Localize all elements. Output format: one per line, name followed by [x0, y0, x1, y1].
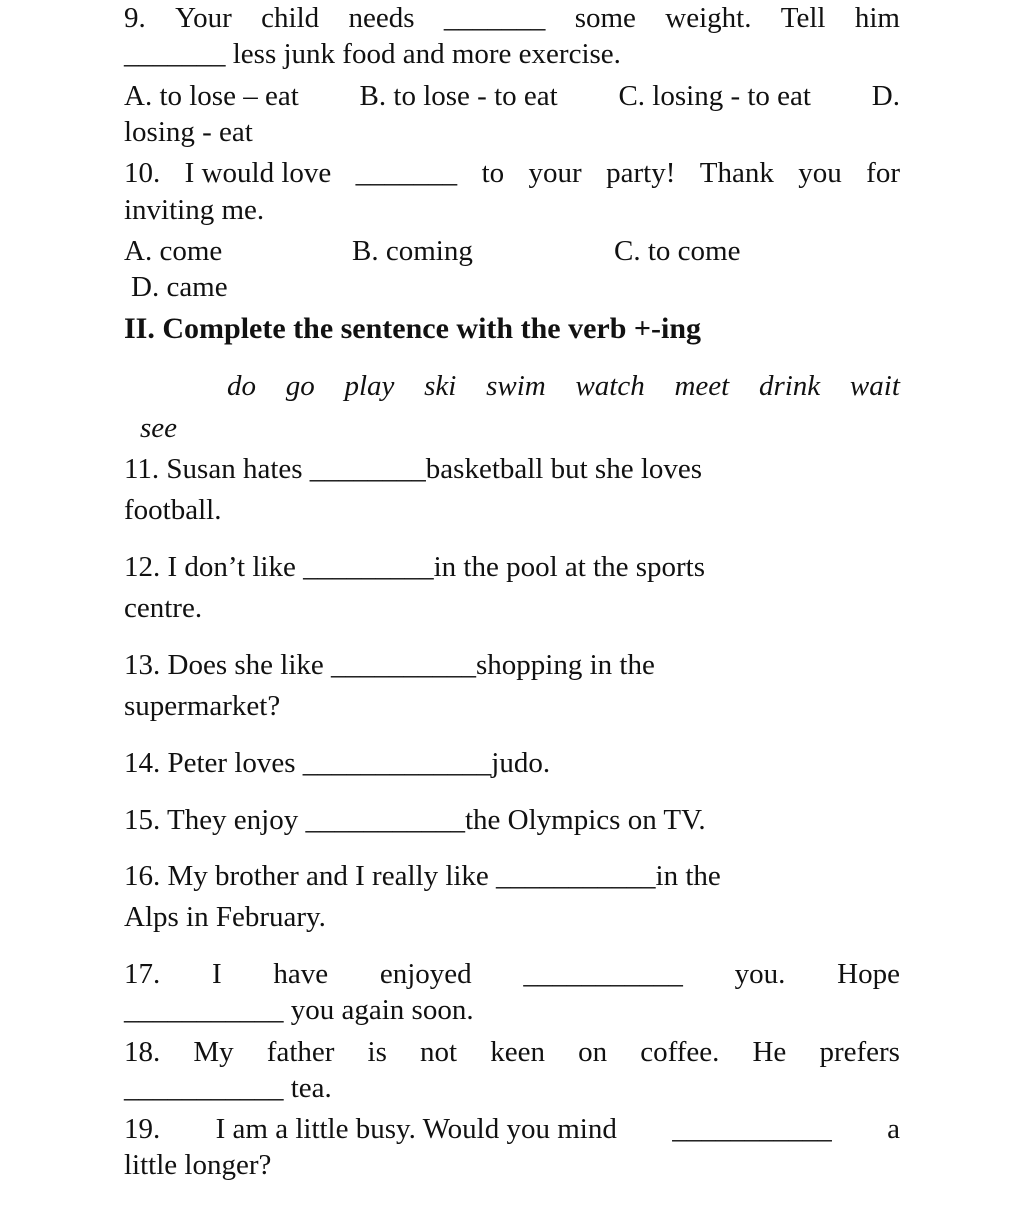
question-16-line-1: 16. My brother and I really like ___________in the	[124, 860, 721, 892]
word: enjoyed	[379, 958, 472, 990]
option-d: D. came	[131, 271, 228, 303]
word-bank-item: wait	[849, 370, 900, 402]
word: is	[367, 1036, 387, 1068]
question-13-line-1: 13. Does she like __________shopping in the	[124, 649, 655, 681]
section-heading: II. Complete the sentence with the verb +-ing	[124, 312, 702, 345]
answer-blank: _______	[443, 2, 546, 34]
question-10-line-2: inviting me.	[124, 194, 265, 226]
question-9-line-2: _______ less junk food and more exercise.	[124, 38, 621, 70]
word: keen	[490, 1036, 545, 1068]
word: him	[854, 2, 900, 34]
word-bank-item: ski	[424, 370, 457, 402]
word: needs	[348, 2, 415, 34]
question-number: 9.	[124, 2, 146, 34]
word: child	[261, 2, 320, 34]
word: I would love	[184, 157, 332, 189]
option-d-label: D.	[871, 80, 900, 112]
question-number: 17.	[124, 958, 161, 990]
word: on	[578, 1036, 608, 1068]
question-9-options	[124, 78, 900, 114]
option-c: C. losing - to eat	[618, 80, 811, 112]
option-d-text: losing - eat	[124, 116, 253, 148]
word: Your	[175, 2, 232, 34]
word: a	[887, 1113, 900, 1145]
word: for	[866, 157, 900, 189]
word: I	[211, 958, 222, 990]
word: some	[574, 2, 636, 34]
question-16-line-2: Alps in February.	[124, 901, 326, 933]
word-bank-item: watch	[575, 370, 645, 402]
question-19-line-1	[124, 1111, 900, 1147]
answer-blank: ___________	[523, 958, 683, 990]
word: to	[481, 157, 505, 189]
word-bank-item: play	[344, 370, 395, 402]
word: Thank	[699, 157, 774, 189]
question-9-line-1	[124, 0, 900, 36]
word: prefers	[819, 1036, 900, 1068]
word: coffee.	[640, 1036, 720, 1068]
option-c: C. to come	[614, 235, 741, 267]
word: father	[266, 1036, 335, 1068]
word: you.	[734, 958, 786, 990]
word: party!	[606, 157, 676, 189]
word-bank-item: meet	[674, 370, 730, 402]
question-12-line-1: 12. I don’t like _________in the pool at the sports	[124, 551, 706, 583]
word: He	[752, 1036, 787, 1068]
question-number: 19.	[124, 1113, 161, 1145]
word: I am a little busy. Would you mind	[215, 1113, 617, 1145]
question-10-line-1	[124, 155, 900, 191]
question-15: 15. They enjoy ___________the Olympics on TV.	[124, 804, 706, 836]
question-12-line-2: centre.	[124, 592, 203, 624]
question-number: 10.	[124, 157, 161, 189]
word: your	[528, 157, 582, 189]
option-a: A. to lose – eat	[124, 80, 299, 112]
option-b: B. coming	[352, 235, 473, 267]
word: My	[193, 1036, 234, 1068]
word-bank-item: go	[285, 370, 315, 402]
question-13-line-2: supermarket?	[124, 690, 281, 722]
word: Tell	[780, 2, 826, 34]
option-b: B. to lose - to eat	[359, 80, 558, 112]
question-17-line-1	[124, 956, 900, 992]
option-a: A. come	[124, 235, 223, 267]
word: not	[420, 1036, 458, 1068]
answer-blank: ___________	[672, 1113, 832, 1145]
word-bank-item: do	[227, 370, 256, 402]
word-bank-item: see	[140, 412, 178, 444]
question-14: 14. Peter loves _____________judo.	[124, 747, 551, 779]
question-11-line-2: football.	[124, 494, 222, 526]
word-bank-item: drink	[758, 370, 821, 402]
word: Hope	[837, 958, 900, 990]
word: weight.	[665, 2, 752, 34]
question-11-line-1: 11. Susan hates ________basketball but she loves	[124, 453, 703, 485]
question-18-line-2: ___________ tea.	[124, 1072, 332, 1104]
question-19-line-2: little longer?	[124, 1149, 272, 1181]
word: have	[273, 958, 329, 990]
question-18-line-1	[124, 1034, 900, 1070]
word: you	[798, 157, 842, 189]
question-number: 18.	[124, 1036, 161, 1068]
question-17-line-2: ___________ you again soon.	[124, 994, 474, 1026]
answer-blank: _______	[355, 157, 458, 189]
word-bank-item: swim	[486, 370, 546, 402]
word-bank	[227, 368, 900, 404]
